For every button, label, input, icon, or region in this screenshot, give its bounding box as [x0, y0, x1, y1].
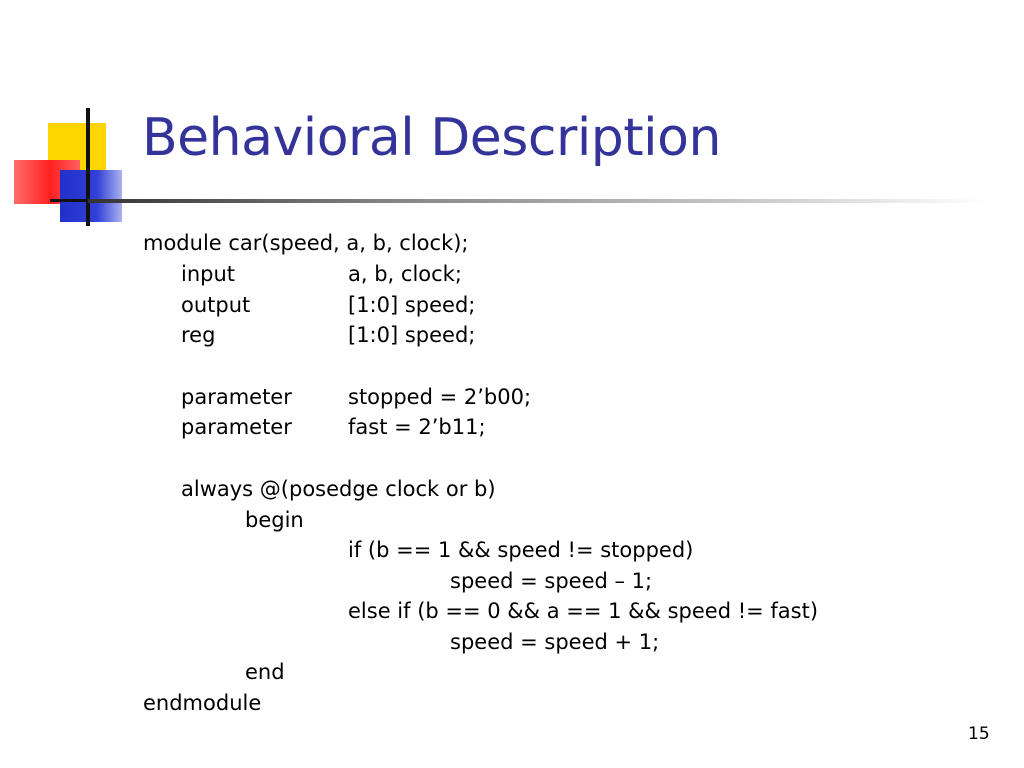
- decrement-statement: speed = speed – 1;: [450, 569, 653, 593]
- parameter-keyword-2: parameter: [181, 415, 292, 439]
- end-keyword: end: [245, 660, 285, 684]
- endmodule-keyword: endmodule: [143, 691, 262, 715]
- output-value: [1:0] speed;: [348, 293, 476, 317]
- reg-keyword: reg: [181, 323, 216, 347]
- output-keyword: output: [181, 293, 251, 317]
- module-declaration: module car(speed, a, b, clock);: [143, 231, 469, 255]
- increment-statement: speed = speed + 1;: [450, 630, 660, 654]
- reg-value: [1:0] speed;: [348, 323, 476, 347]
- parameter-keyword-1: parameter: [181, 385, 292, 409]
- input-keyword: input: [181, 262, 236, 286]
- else-if-statement: else if (b == 0 && a == 1 && speed != fast): [348, 599, 819, 623]
- if-statement: if (b == 1 && speed != stopped): [348, 538, 694, 562]
- page-number: 15: [968, 724, 990, 744]
- slide-title: Behavioral Description: [142, 108, 721, 168]
- begin-keyword: begin: [245, 508, 304, 532]
- always-block: always @(posedge clock or b): [181, 477, 496, 501]
- parameter-value-2: fast = 2’b11;: [348, 415, 486, 439]
- input-value: a, b, clock;: [348, 262, 462, 286]
- parameter-value-1: stopped = 2’b00;: [348, 385, 532, 409]
